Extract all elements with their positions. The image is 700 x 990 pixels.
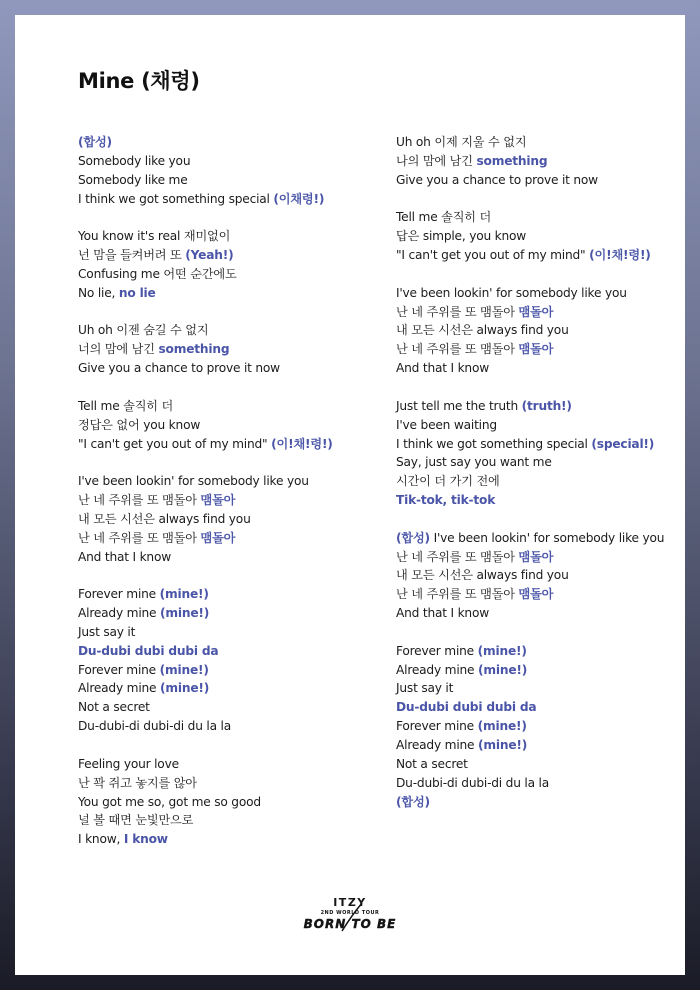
lyric-text: 정답은 없어 you know <box>78 417 201 432</box>
lyric-line <box>396 774 696 793</box>
lyric-highlight: 맴돌아 <box>518 342 554 357</box>
logo-itzy: ITZY <box>333 896 367 909</box>
lyric-line <box>78 623 378 642</box>
lyric-text: I've been lookin' for somebody like you <box>396 285 627 300</box>
stanza-gap <box>78 566 378 585</box>
lyric-text: And that I know <box>78 549 171 564</box>
lyric-text: 난 네 주위를 또 맴돌아 <box>396 549 519 564</box>
lyrics-column-right <box>396 133 696 811</box>
lyric-line <box>396 284 696 303</box>
lyric-text: And that I know <box>396 606 489 621</box>
lyric-line <box>78 491 378 510</box>
lyric-highlight: (mine!) <box>478 738 528 752</box>
lyric-highlight: (mine!) <box>160 681 210 696</box>
lyric-text: Give you a chance to prove it now <box>78 361 280 376</box>
lyric-text: Somebody like you <box>78 153 191 168</box>
lyric-line <box>396 548 696 567</box>
lyric-text: 난 네 주위를 또 맴돌아 <box>396 587 519 602</box>
lyric-line <box>78 661 378 680</box>
lyric-highlight: (truth!) <box>521 398 572 413</box>
lyric-text: Uh oh 이젠 숨길 수 없지 <box>78 323 209 338</box>
lyric-line <box>396 321 696 340</box>
lyric-highlight: (special!) <box>591 436 655 451</box>
lyric-text: Already mine <box>78 681 161 696</box>
lyric-text: Already mine <box>396 738 479 752</box>
lyric-text: Tell me 솔직히 더 <box>396 210 492 225</box>
logo-born-to-be: BORN TO BE <box>303 917 397 931</box>
lyric-highlight: no lie <box>118 285 156 300</box>
lyric-text: 내 모든 시선은 always find you <box>78 511 251 526</box>
lyric-highlight: (합성) <box>396 794 430 809</box>
lyric-highlight: (mine!) <box>478 662 528 677</box>
lyric-line <box>78 679 378 698</box>
lyric-text: Already mine <box>396 662 479 677</box>
lyric-line <box>396 755 696 774</box>
lyric-line <box>78 340 378 359</box>
lyric-highlight: (mine!) <box>160 606 210 621</box>
lyric-text: 난 네 주위를 또 맴돌아 <box>78 493 201 508</box>
lyric-text: "I can't get you out of my mind" <box>396 248 590 263</box>
stanza-gap <box>396 510 696 529</box>
lyric-line <box>78 359 378 378</box>
lyric-line <box>396 642 696 661</box>
stanza-gap <box>78 453 378 472</box>
lyric-text: 시간이 더 가기 전에 <box>396 474 500 489</box>
lyric-text: 난 네 주위를 또 맴돌아 <box>396 304 519 319</box>
lyric-line <box>396 661 696 680</box>
lyric-line <box>396 208 696 227</box>
lyric-line <box>396 227 696 246</box>
lyric-line <box>396 359 696 378</box>
lyric-text: I've been lookin' for somebody like you <box>78 474 309 489</box>
lyric-line <box>78 585 378 604</box>
lyric-highlight: 맴돌아 <box>518 549 554 564</box>
lyric-text: And that I know <box>396 361 489 376</box>
lyric-highlight: (합성) <box>78 135 112 149</box>
lyric-line <box>396 585 696 604</box>
lyric-line <box>396 698 696 717</box>
lyric-text: No lie, <box>78 285 119 300</box>
lyric-highlight: I know <box>123 832 168 847</box>
lyric-line <box>78 265 378 284</box>
lyric-line <box>78 548 378 567</box>
lyric-highlight: something <box>158 342 230 357</box>
lyric-text: Not a secret <box>78 700 150 715</box>
lyric-line <box>396 397 696 416</box>
stanza-gap <box>396 265 696 284</box>
lyric-line <box>78 698 378 717</box>
lyric-highlight: 맴돌아 <box>518 304 554 319</box>
lyric-text: Give you a chance to prove it now <box>396 172 598 187</box>
lyric-line <box>78 171 378 190</box>
lyric-line <box>78 321 378 340</box>
lyric-line <box>396 171 696 190</box>
lyric-line <box>396 566 696 585</box>
lyric-text: Just tell me the truth <box>396 398 522 413</box>
lyric-highlight: 맴돌아 <box>200 493 236 508</box>
lyric-text: Forever mine <box>396 643 478 658</box>
lyric-line <box>78 510 378 529</box>
lyric-line <box>78 152 378 171</box>
lyric-line <box>78 133 378 152</box>
stanza-gap <box>78 303 378 322</box>
lyric-highlight: 맴돌아 <box>518 587 554 602</box>
lyric-highlight: Tik-tok, tik-tok <box>396 493 496 508</box>
lyric-text: Say, just say you want me <box>396 455 552 470</box>
lyric-highlight: (이!채!령!) <box>271 436 333 451</box>
lyric-line <box>396 435 696 454</box>
lyric-text: 널 볼 때면 눈빛만으로 <box>78 813 194 828</box>
lyric-highlight: Du-dubi dubi dubi da <box>78 643 219 658</box>
lyric-text: Just say it <box>396 681 454 696</box>
lyric-line <box>396 491 696 510</box>
page-title: Mine (채령) <box>78 69 200 93</box>
lyric-text: 나의 맘에 남긴 <box>396 153 477 168</box>
stanza-gap <box>396 190 696 209</box>
stanza-gap <box>78 378 378 397</box>
lyric-highlight: (이!채!령!) <box>589 248 651 263</box>
stanza-gap <box>396 378 696 397</box>
lyrics-column-left <box>78 133 378 849</box>
lyric-line <box>78 529 378 548</box>
lyric-text: Forever mine <box>78 587 160 602</box>
lyric-line <box>78 755 378 774</box>
lyric-line <box>78 604 378 623</box>
lyric-text: 답은 simple, you know <box>396 229 527 244</box>
lyric-text: I think we got something special <box>396 436 592 451</box>
lyric-line <box>78 472 378 491</box>
logo-tour: 2ND WORLD TOUR <box>320 910 380 916</box>
lyric-highlight: (mine!) <box>477 643 527 658</box>
lyric-text: Not a secret <box>396 756 468 771</box>
lyric-text: "I can't get you out of my mind" <box>78 436 272 451</box>
lyric-text: Forever mine <box>78 662 160 677</box>
lyric-text: 난 꽉 쥐고 놓지를 않아 <box>78 775 197 790</box>
lyric-text: Tell me 솔직히 더 <box>78 398 174 413</box>
lyric-text: Du-dubi-di dubi-di du la la <box>396 775 549 790</box>
lyric-text: I think we got something special <box>78 191 274 206</box>
lyric-text: Du-dubi-di dubi-di du la la <box>78 719 231 734</box>
lyric-text: You got me so, got me so good <box>78 794 261 809</box>
lyric-text: 내 모든 시선은 always find you <box>396 323 569 338</box>
lyric-line <box>78 284 378 303</box>
lyric-line <box>78 435 378 454</box>
lyrics-sheet <box>15 15 685 975</box>
tour-logo <box>292 895 408 935</box>
lyric-text: Confusing me 어떤 순간에도 <box>78 266 237 281</box>
lyric-text: 난 네 주위를 또 맴돌아 <box>396 342 519 357</box>
lyric-line <box>78 717 378 736</box>
lyric-line <box>78 811 378 830</box>
lyric-text: Already mine <box>78 606 161 621</box>
lyric-line <box>396 340 696 359</box>
lyric-text: Just say it <box>78 624 136 639</box>
lyric-text: 너의 맘에 남긴 <box>78 342 159 357</box>
lyric-line <box>78 793 378 812</box>
lyric-highlight: (mine!) <box>159 662 209 677</box>
stanza-gap <box>396 623 696 642</box>
lyric-text: You know it's real 재미없이 <box>78 229 231 244</box>
lyric-text: Feeling your love <box>78 756 179 771</box>
lyric-line <box>396 604 696 623</box>
lyric-text: 난 네 주위를 또 맴돌아 <box>78 530 201 545</box>
lyric-line <box>78 774 378 793</box>
lyric-text: I've been lookin' for somebody like you <box>429 530 665 545</box>
lyric-line <box>396 303 696 322</box>
lyric-line <box>396 679 696 698</box>
lyric-highlight: (Yeah!) <box>185 248 234 263</box>
lyric-line <box>78 416 378 435</box>
lyric-line <box>396 472 696 491</box>
lyric-line <box>396 133 696 152</box>
lyric-highlight: (mine!) <box>159 587 209 602</box>
lyric-text: Somebody like me <box>78 172 188 187</box>
lyric-highlight: something <box>476 153 548 168</box>
stanza-gap <box>78 736 378 755</box>
lyric-highlight: 맴돌아 <box>200 530 236 545</box>
lyric-text: I've been waiting <box>396 417 497 432</box>
lyric-line <box>396 152 696 171</box>
lyric-text: Uh oh 이제 지울 수 없지 <box>396 135 527 149</box>
lyric-line <box>78 642 378 661</box>
lyric-line <box>396 736 696 755</box>
lyric-line <box>396 453 696 472</box>
lyric-line <box>396 246 696 265</box>
stanza-gap <box>78 208 378 227</box>
lyric-line <box>396 717 696 736</box>
lyric-highlight: (이채령!) <box>273 191 325 206</box>
lyric-line <box>78 190 378 209</box>
lyric-line <box>78 830 378 849</box>
lyric-text: 넌 맘을 들켜버려 또 <box>78 248 186 263</box>
lyric-line <box>78 397 378 416</box>
lyric-line <box>396 529 696 548</box>
lyric-text: 내 모든 시선은 always find you <box>396 568 569 583</box>
lyric-text: I know, <box>78 832 124 847</box>
lyric-text: Forever mine <box>396 719 478 734</box>
lyric-highlight: (mine!) <box>477 719 527 734</box>
lyric-line <box>396 793 696 812</box>
lyric-highlight: (합성) <box>396 530 430 545</box>
lyric-highlight: Du-dubi dubi dubi da <box>396 700 537 715</box>
lyric-line <box>78 227 378 246</box>
lyric-line <box>78 246 378 265</box>
lyric-line <box>396 416 696 435</box>
